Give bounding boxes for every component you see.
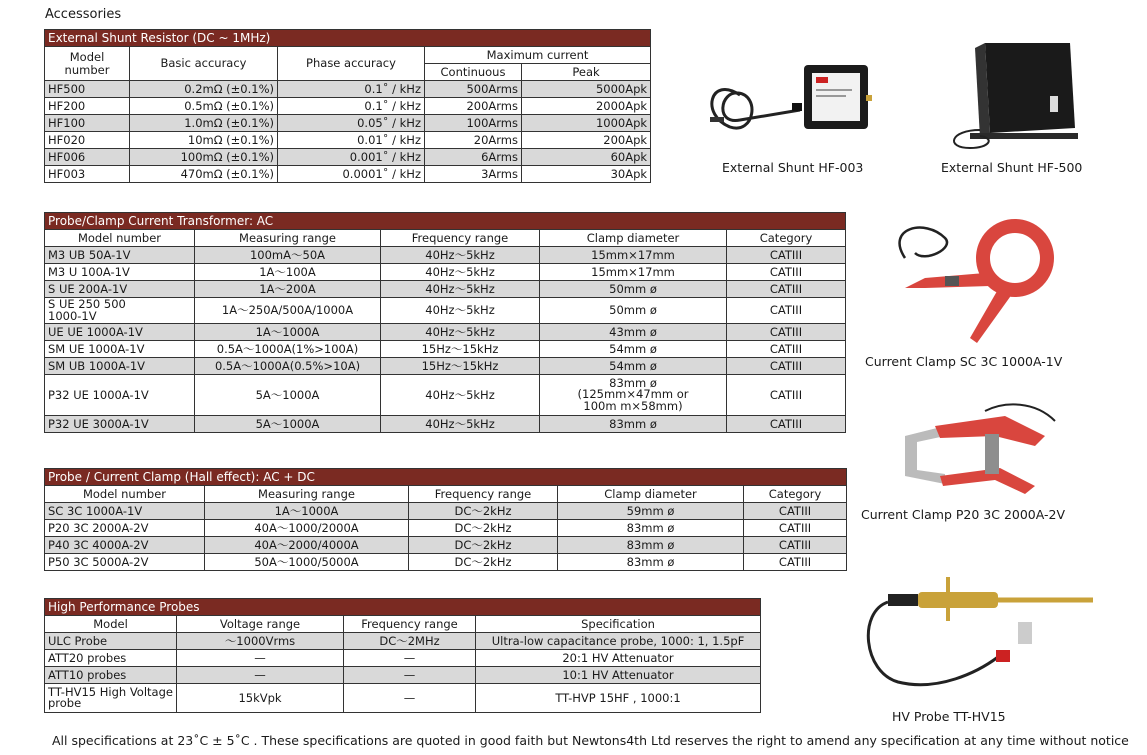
table-row: [45, 650, 761, 667]
hp-header: Voltage range: [177, 616, 344, 633]
table-cell: 5A～1000A: [195, 375, 381, 416]
table-row: [45, 132, 651, 149]
table-cell: HF100: [45, 115, 130, 132]
table-cell: 100mA～50A: [195, 247, 381, 264]
table-cell: 60Apk: [522, 149, 651, 166]
ct-table: [44, 212, 846, 433]
table-cell: 10:1 HV Attenuator: [476, 667, 761, 684]
table-cell: CATIII: [727, 375, 846, 416]
ct-caption: Probe/Clamp Current Transformer: AC: [45, 213, 846, 230]
hp-header: Specification: [476, 616, 761, 633]
ct-header: Clamp diameter: [540, 230, 727, 247]
table-cell: 20Arms: [425, 132, 522, 149]
table-cell: DC～2MHz: [344, 633, 476, 650]
shunt-header-cont: Continuous: [425, 64, 522, 81]
table-cell: 54mm ø: [540, 341, 727, 358]
hall-header: Measuring range: [205, 486, 409, 503]
ct-header: Frequency range: [381, 230, 540, 247]
table-cell: —: [344, 684, 476, 713]
hp-header: Model: [45, 616, 177, 633]
table-cell: —: [344, 650, 476, 667]
table-cell: 5000Apk: [522, 81, 651, 98]
table-cell: 200Apk: [522, 132, 651, 149]
table-cell: 40Hz～5kHz: [381, 264, 540, 281]
table-cell: —: [177, 650, 344, 667]
hv-probe-icon: [858, 572, 1098, 707]
table-cell: ATT10 probes: [45, 667, 177, 684]
table-cell: 40Hz～5kHz: [381, 324, 540, 341]
table-cell: CATIII: [727, 281, 846, 298]
table-cell: 1.0mΩ (±0.1%): [130, 115, 278, 132]
table-cell: 15mm×17mm: [540, 264, 727, 281]
hf500-caption: External Shunt HF-500: [941, 160, 1083, 175]
table-cell: 83mm ø: [540, 416, 727, 433]
table-cell: 83mm ø: [558, 520, 744, 537]
table-row: [45, 166, 651, 183]
shunt-header-basic: Basic accuracy: [130, 47, 278, 81]
table-cell: CATIII: [727, 247, 846, 264]
hp-caption: High Performance Probes: [45, 599, 761, 616]
ct-header: Category: [727, 230, 846, 247]
hall-header: Category: [744, 486, 847, 503]
table-cell: 40Hz～5kHz: [381, 298, 540, 324]
table-cell: 100Arms: [425, 115, 522, 132]
page-title: Accessories: [45, 7, 122, 22]
table-cell: 0.1˚ / kHz: [278, 98, 425, 115]
table-row: [45, 324, 846, 341]
table-cell: DC～2kHz: [409, 520, 558, 537]
table-row: [45, 264, 846, 281]
large-clamp-icon: [885, 396, 1065, 501]
table-cell: M3 UB 50A-1V: [45, 247, 195, 264]
table-cell: 83mm ø: [558, 554, 744, 571]
table-cell: DC～2kHz: [409, 503, 558, 520]
hp-header: Frequency range: [344, 616, 476, 633]
table-cell: TT-HVP 15HF , 1000:1: [476, 684, 761, 713]
table-cell: SM UB 1000A-1V: [45, 358, 195, 375]
shunt-header-phase: Phase accuracy: [278, 47, 425, 81]
shunt-header-peak: Peak: [522, 64, 651, 81]
table-cell: 100mΩ (±0.1%): [130, 149, 278, 166]
table-cell: CATIII: [727, 416, 846, 433]
table-cell: 0.5mΩ (±0.1%): [130, 98, 278, 115]
table-cell: CATIII: [727, 358, 846, 375]
table-cell: P40 3C 4000A-2V: [45, 537, 205, 554]
shunt-header-maxcur: Maximum current: [425, 47, 651, 64]
table-row: [45, 416, 846, 433]
table-cell: 15kVpk: [177, 684, 344, 713]
table-row: [45, 554, 847, 571]
table-cell: 50mm ø: [540, 298, 727, 324]
table-cell: HF200: [45, 98, 130, 115]
table-cell: 40Hz～5kHz: [381, 281, 540, 298]
table-row: [45, 537, 847, 554]
p20-caption: Current Clamp P20 3C 2000A-2V: [861, 507, 1066, 522]
table-cell: HF006: [45, 149, 130, 166]
table-cell: SM UE 1000A-1V: [45, 341, 195, 358]
table-cell: 10mΩ (±0.1%): [130, 132, 278, 149]
table-row: [45, 520, 847, 537]
table-cell: 1A～1000A: [205, 503, 409, 520]
table-cell: 20:1 HV Attenuator: [476, 650, 761, 667]
table-cell: CATIII: [744, 520, 847, 537]
table-cell: 83mm ø: [558, 537, 744, 554]
table-cell: 30Apk: [522, 166, 651, 183]
table-row: [45, 358, 846, 375]
table-cell: 0.05˚ / kHz: [278, 115, 425, 132]
current-clamp-icon: [885, 218, 1060, 348]
table-cell: UE UE 1000A-1V: [45, 324, 195, 341]
table-cell: 5A～1000A: [195, 416, 381, 433]
table-row: [45, 81, 651, 98]
table-cell: SC 3C 1000A-1V: [45, 503, 205, 520]
table-cell: CATIII: [727, 298, 846, 324]
hall-table: [44, 468, 847, 571]
table-row: [45, 684, 761, 713]
table-cell: 50mm ø: [540, 281, 727, 298]
hf003-caption: External Shunt HF-003: [722, 160, 864, 175]
table-cell: S UE 200A-1V: [45, 281, 195, 298]
table-cell: 40Hz～5kHz: [381, 247, 540, 264]
table-cell: 1A～100A: [195, 264, 381, 281]
table-cell: 6Arms: [425, 149, 522, 166]
table-row: [45, 633, 761, 650]
table-cell: 40Hz～5kHz: [381, 416, 540, 433]
table-cell: 0.5A～1000A(1%>100A): [195, 341, 381, 358]
ct-header: Measuring range: [195, 230, 381, 247]
table-cell: Ultra-low capacitance probe, 1000: 1, 1.5pF: [476, 633, 761, 650]
hall-header: Clamp diameter: [558, 486, 744, 503]
table-cell: 40Hz～5kHz: [381, 375, 540, 416]
hp-table: [44, 598, 761, 713]
table-cell: 200Arms: [425, 98, 522, 115]
table-cell: 500Arms: [425, 81, 522, 98]
table-cell: HF020: [45, 132, 130, 149]
table-cell: S UE 250 500 1000-1V: [45, 298, 195, 324]
table-cell: ULC Probe: [45, 633, 177, 650]
table-cell: P32 UE 3000A-1V: [45, 416, 195, 433]
shunt-header-model: Model number: [45, 47, 130, 81]
table-cell: 59mm ø: [558, 503, 744, 520]
table-cell: 0.01˚ / kHz: [278, 132, 425, 149]
table-cell: 0.001˚ / kHz: [278, 149, 425, 166]
table-cell: 40A～1000/2000A: [205, 520, 409, 537]
table-cell: P32 UE 1000A-1V: [45, 375, 195, 416]
table-row: [45, 341, 846, 358]
table-cell: 0.0001˚ / kHz: [278, 166, 425, 183]
table-cell: P20 3C 2000A-2V: [45, 520, 205, 537]
table-cell: —: [177, 667, 344, 684]
table-cell: CATIII: [744, 503, 847, 520]
table-cell: 1A～250A/500A/1000A: [195, 298, 381, 324]
shunt-hf003-icon: [700, 55, 880, 155]
table-row: [45, 98, 651, 115]
table-cell: DC～2kHz: [409, 554, 558, 571]
shunt-caption: External Shunt Resistor (DC ~ 1MHz): [45, 30, 651, 47]
table-cell: 0.1˚ / kHz: [278, 81, 425, 98]
table-cell: 1000Apk: [522, 115, 651, 132]
hv-caption: HV Probe TT-HV15: [892, 709, 1006, 724]
table-cell: ～1000Vrms: [177, 633, 344, 650]
table-cell: ATT20 probes: [45, 650, 177, 667]
table-row: [45, 298, 846, 324]
hall-header: Frequency range: [409, 486, 558, 503]
table-cell: 50A～1000/5000A: [205, 554, 409, 571]
table-cell: TT-HV15 High Voltage probe: [45, 684, 177, 713]
hall-caption: Probe / Current Clamp (Hall effect): AC + DC: [45, 469, 847, 486]
table-cell: CATIII: [744, 537, 847, 554]
table-cell: HF003: [45, 166, 130, 183]
hall-header: Model number: [45, 486, 205, 503]
table-cell: 1A～1000A: [195, 324, 381, 341]
table-cell: CATIII: [727, 341, 846, 358]
table-row: [45, 149, 651, 166]
sc3c-caption: Current Clamp SC 3C 1000A-1V: [865, 354, 1063, 369]
table-cell: 470mΩ (±0.1%): [130, 166, 278, 183]
table-cell: 43mm ø: [540, 324, 727, 341]
table-row: [45, 503, 847, 520]
table-cell: HF500: [45, 81, 130, 98]
table-cell: DC～2kHz: [409, 537, 558, 554]
table-cell: CATIII: [727, 264, 846, 281]
table-cell: 15Hz～15kHz: [381, 341, 540, 358]
table-cell: CATIII: [727, 324, 846, 341]
table-cell: M3 U 100A-1V: [45, 264, 195, 281]
table-cell: 2000Apk: [522, 98, 651, 115]
shunt-hf500-icon: [940, 38, 1090, 156]
table-row: [45, 281, 846, 298]
table-cell: 15Hz～15kHz: [381, 358, 540, 375]
table-row: [45, 247, 846, 264]
shunt-table: [44, 29, 651, 183]
table-cell: 54mm ø: [540, 358, 727, 375]
footer-note: All specifications at 23˚C ± 5˚C . These specifications are quoted in good faith but Newtons4th Ltd reserves the right to amend any specification at any time without notice: [52, 733, 1129, 748]
table-cell: —: [344, 667, 476, 684]
table-cell: 83mm ø (125mm×47mm or 100m m×58mm): [540, 375, 727, 416]
ct-header: Model number: [45, 230, 195, 247]
table-row: [45, 115, 651, 132]
table-cell: 40A～2000/4000A: [205, 537, 409, 554]
table-cell: CATIII: [744, 554, 847, 571]
table-cell: P50 3C 5000A-2V: [45, 554, 205, 571]
table-cell: 0.2mΩ (±0.1%): [130, 81, 278, 98]
table-cell: 15mm×17mm: [540, 247, 727, 264]
table-cell: 3Arms: [425, 166, 522, 183]
table-row: [45, 667, 761, 684]
table-cell: 1A～200A: [195, 281, 381, 298]
table-cell: 0.5A～1000A(0.5%>10A): [195, 358, 381, 375]
table-row: [45, 375, 846, 416]
